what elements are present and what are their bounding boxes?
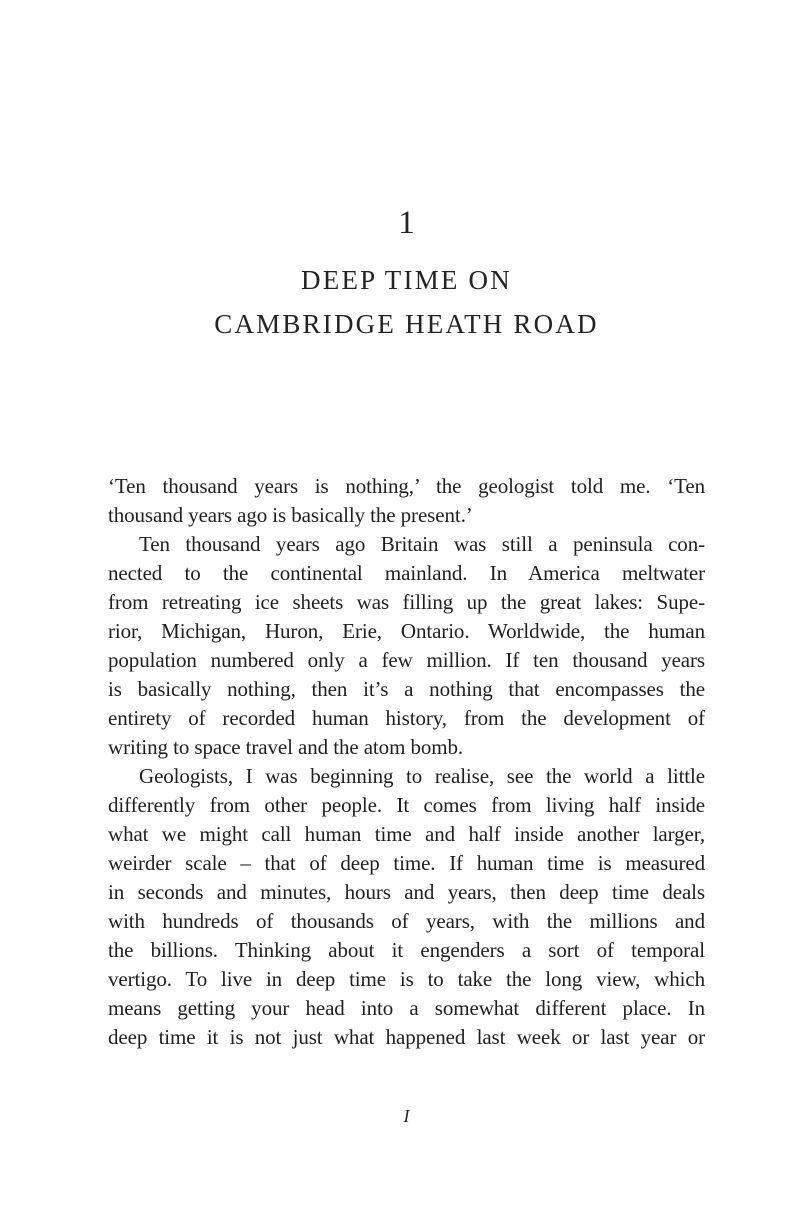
- body-line: vertigo. To live in deep time is to take the long view, which: [108, 967, 705, 991]
- body-line: weirder scale – that of deep time. If human time is measured: [108, 851, 705, 875]
- body-line: population numbered only a few million. If ten thousand years: [108, 648, 705, 672]
- body-line: Ten thousand years ago Britain was still a peninsula con-: [139, 532, 705, 556]
- body-line: with hundreds of thousands of years, with the millions and: [108, 909, 705, 933]
- body-line: is basically nothing, then it’s a nothing that encompasses the: [108, 677, 705, 701]
- body-line: from retreating ice sheets was filling up the great lakes: Supe-: [108, 590, 705, 614]
- body-line: the billions. Thinking about it engenders a sort of temporal: [108, 938, 705, 962]
- body-line: thousand years ago is basically the present.’: [108, 503, 473, 527]
- body-line: writing to space travel and the atom bomb.: [108, 735, 464, 759]
- body-line: means getting your head into a somewhat different place. In: [108, 996, 705, 1020]
- body-line: differently from other people. It comes from living half inside: [108, 793, 705, 817]
- body-text: [108, 472, 705, 1052]
- body-line: rior, Michigan, Huron, Erie, Ontario. Worldwide, the human: [108, 619, 705, 643]
- chapter-number: 1: [398, 205, 415, 241]
- page-number: I: [403, 1106, 410, 1126]
- chapter-title-line-2: CAMBRIDGE HEATH ROAD: [214, 309, 599, 339]
- body-line: Geologists, I was beginning to realise, see the world a little: [139, 764, 705, 788]
- body-line: ‘Ten thousand years is nothing,’ the geologist told me. ‘Ten: [108, 474, 705, 498]
- chapter-title-line-1: DEEP TIME ON: [301, 265, 512, 295]
- body-line: deep time it is not just what happened last week or last year or: [108, 1025, 705, 1049]
- body-line: nected to the continental mainland. In America meltwater: [108, 561, 705, 585]
- body-line: what we might call human time and half inside another larger,: [108, 822, 705, 846]
- body-line: in seconds and minutes, hours and years, then deep time deals: [108, 880, 705, 904]
- body-line: entirety of recorded human history, from the development of: [108, 706, 705, 730]
- chapter-title: [88, 258, 725, 346]
